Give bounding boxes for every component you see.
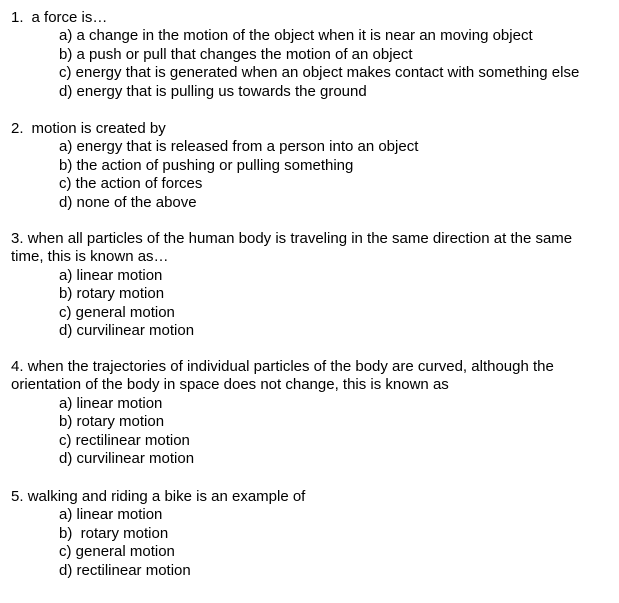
question-1-text: a force is… xyxy=(31,9,108,26)
question-2-option-b: b) the action of pushing or pulling something xyxy=(59,156,354,174)
question-1-number: 1. xyxy=(11,9,24,26)
question-4 xyxy=(0,358,619,468)
question-5 xyxy=(0,488,619,580)
question-4-stem xyxy=(0,358,619,395)
question-2-option-a: a) energy that is released from a person into an object xyxy=(59,138,419,156)
question-5-option-d: d) rectilinear motion xyxy=(59,561,191,579)
question-5-stem xyxy=(0,488,619,506)
question-1-option-b: b) a push or pull that changes the motion of an object xyxy=(59,45,413,63)
question-2-option-c: c) the action of forces xyxy=(59,175,203,193)
question-4-option-c: c) rectilinear motion xyxy=(59,431,190,449)
question-1-option-d: d) energy that is pulling us towards the ground xyxy=(59,82,367,100)
question-1 xyxy=(0,9,619,101)
question-4-text-line-1: when the trajectories of individual particles of the body are curved, although the xyxy=(27,358,554,375)
question-4-text-line-2: orientation of the body in space does not change, this is known as xyxy=(11,376,449,394)
question-3-stem-line-1 xyxy=(11,230,619,248)
question-3-text-line-2: time, this is known as… xyxy=(11,248,169,266)
question-4-option-a: a) linear motion xyxy=(59,394,163,412)
question-3-option-c: c) general motion xyxy=(59,303,175,321)
question-1-options xyxy=(0,27,619,101)
question-3-stem xyxy=(0,230,619,267)
question-3 xyxy=(0,230,619,340)
question-5-options xyxy=(0,506,619,580)
question-3-number: 3. xyxy=(11,230,24,247)
question-2-option-d: d) none of the above xyxy=(59,193,197,211)
question-2-options xyxy=(0,138,619,212)
question-5-option-c: c) general motion xyxy=(59,543,175,561)
question-2-stem xyxy=(0,120,619,138)
question-4-option-d: d) curvilinear motion xyxy=(59,450,195,468)
question-5-option-b xyxy=(0,525,619,543)
question-2-number: 2. xyxy=(11,120,24,137)
question-4-options xyxy=(0,395,619,469)
question-4-stem-line-1 xyxy=(11,358,619,376)
question-1-stem xyxy=(0,9,619,27)
question-1-option-a: a) a change in the motion of the object when it is near an moving object xyxy=(59,27,533,45)
question-5-option-b-text: b) rotary motion xyxy=(59,524,169,542)
question-4-option-b: b) rotary motion xyxy=(59,413,165,431)
question-2 xyxy=(0,120,619,212)
question-5-number: 5. xyxy=(11,488,24,505)
question-3-text-line-1: when all particles of the human body is traveling in the same direction at the same xyxy=(27,230,573,247)
question-2-text: motion is created by xyxy=(31,120,166,137)
question-5-option-a: a) linear motion xyxy=(59,506,163,524)
question-3-option-d: d) curvilinear motion xyxy=(59,322,195,340)
question-3-options xyxy=(0,267,619,341)
question-4-number: 4. xyxy=(11,358,24,375)
question-1-option-c: c) energy that is generated when an object makes contact with something else xyxy=(59,64,580,82)
question-3-option-b: b) rotary motion xyxy=(59,285,165,303)
question-3-option-a: a) linear motion xyxy=(59,266,163,284)
question-5-text: walking and riding a bike is an example of xyxy=(27,488,306,505)
